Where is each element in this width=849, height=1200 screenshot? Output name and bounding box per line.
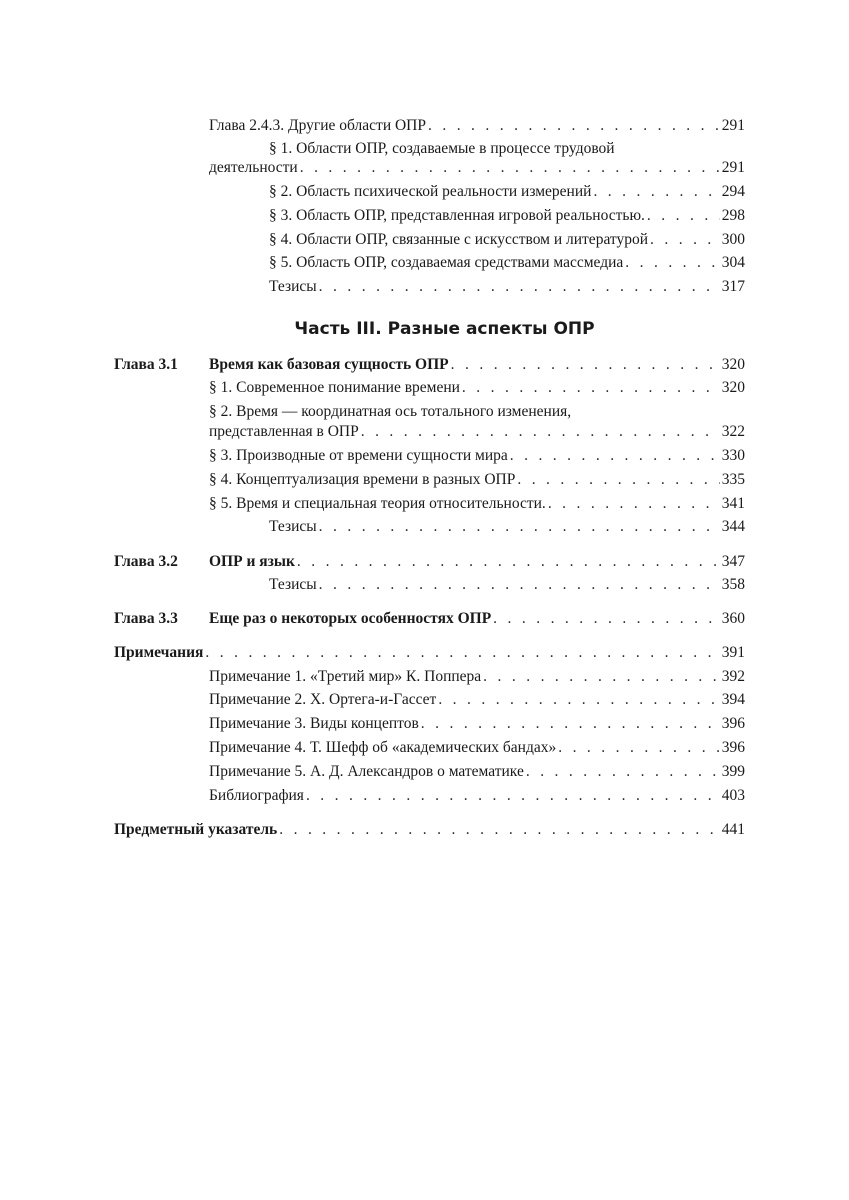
toc-entry-label: Глава 2.4.3. Другие области ОПР	[209, 117, 426, 134]
leader-dots	[517, 470, 719, 489]
chapter-number: Глава 3.2	[114, 553, 178, 570]
toc-page-number: 441	[721, 821, 745, 838]
toc-page-number: 294	[721, 183, 745, 200]
toc-entry-label: Примечание 3. Виды концептов	[209, 715, 419, 732]
toc-page-number: 341	[721, 495, 745, 512]
leader-dots	[306, 786, 720, 805]
toc-page-number: 344	[721, 518, 745, 535]
toc-entry-label: § 4. Концептуализация времени в разных ОПР	[209, 471, 516, 488]
toc-entry	[269, 206, 745, 225]
leader-dots	[647, 206, 720, 225]
toc-entry-label: Тезисы	[269, 518, 317, 535]
toc-index	[114, 820, 745, 839]
toc-entry	[209, 446, 745, 465]
toc-entry	[209, 762, 745, 781]
leader-dots	[493, 609, 720, 628]
toc-entry-label: Примечание 4. Т. Шефф об «академических бандах»	[209, 739, 557, 756]
chapter-number: Глава 3.3	[114, 610, 178, 627]
toc-page-number: 298	[721, 207, 745, 224]
toc-page-number: 317	[721, 278, 745, 295]
section-title: Примечания	[114, 644, 204, 661]
toc-page-number: 396	[721, 715, 745, 732]
toc-entry-label: § 4. Области ОПР, связанные с искусством и литературой	[269, 231, 649, 248]
toc-entry-label: § 3. Область ОПР, представленная игровой реальностью.	[269, 207, 645, 224]
toc-entry-label: § 3. Производные от времени сущности мира	[209, 447, 508, 464]
toc-page-number: 392	[721, 668, 745, 685]
toc-entry-theses	[269, 575, 745, 594]
toc-entry-label: Примечание 5. А. Д. Александров о математике	[209, 763, 524, 780]
toc-entry	[209, 158, 745, 177]
toc-page-number: 391	[721, 644, 745, 661]
toc-page-number: 291	[721, 159, 745, 176]
chapter-title: ОПР и язык	[209, 553, 295, 570]
toc-page-number: 330	[721, 447, 745, 464]
toc-page-number: 335	[721, 471, 745, 488]
leader-dots	[205, 643, 719, 662]
toc-entry	[209, 714, 745, 733]
toc-entry	[269, 230, 745, 249]
leader-dots	[319, 517, 720, 536]
leader-dots	[361, 422, 720, 441]
toc-entry	[209, 786, 745, 805]
toc-notes	[114, 643, 745, 662]
toc-entry	[209, 470, 745, 489]
toc-page-number: 396	[721, 739, 745, 756]
toc-chapter-3-2	[209, 552, 745, 571]
leader-dots	[526, 762, 720, 781]
leader-dots	[625, 253, 719, 272]
toc-entry	[209, 422, 745, 441]
leader-dots	[548, 494, 720, 513]
leader-dots	[279, 820, 720, 839]
toc-page-number: 360	[721, 610, 745, 627]
toc-entry	[209, 667, 745, 686]
toc-entry-label: представленная в ОПР	[209, 423, 359, 440]
toc-entry	[209, 738, 745, 757]
leader-dots	[421, 714, 720, 733]
leader-dots	[510, 446, 720, 465]
toc-entry-label: Примечание 2. Х. Ортега-и-Гассет	[209, 691, 437, 708]
toc-entry-label: § 2. Область психической реальности измерений	[269, 183, 592, 200]
toc-entry-label-line1: § 1. Области ОПР, создаваемые в процессе трудовой	[269, 140, 615, 157]
toc-entry-label-line1: § 2. Время — координатная ось тотального изменения,	[209, 403, 572, 420]
leader-dots	[297, 552, 720, 571]
toc-entry-label: Тезисы	[269, 278, 317, 295]
toc-entry-2-4-3	[209, 116, 745, 135]
toc-entry	[269, 253, 745, 272]
toc-page-number: 300	[721, 231, 745, 248]
leader-dots	[319, 277, 720, 296]
toc-page-number: 320	[721, 379, 745, 396]
leader-dots	[300, 158, 720, 177]
toc-entry	[209, 494, 745, 513]
toc-entry	[209, 378, 745, 397]
chapter-number: Глава 3.1	[114, 356, 178, 373]
toc-entry	[269, 182, 745, 201]
toc-entry-label: Библиография	[209, 787, 304, 804]
toc-page-number: 322	[721, 423, 745, 440]
chapter-title: Еще раз о некоторых особенностях ОПР	[209, 610, 492, 627]
leader-dots	[593, 182, 719, 201]
part-title: Часть III. Разные аспекты ОПР	[294, 319, 595, 339]
toc-page-number: 358	[721, 576, 745, 593]
leader-dots	[650, 230, 720, 249]
toc-entry-label: Тезисы	[269, 576, 317, 593]
section-title: Предметный указатель	[114, 821, 278, 838]
toc-entry-theses	[269, 277, 745, 296]
toc-page-number: 394	[721, 691, 745, 708]
toc-entry-label: § 5. Время и специальная теория относительности.	[209, 495, 546, 512]
chapter-title: Время как базовая сущность ОПР	[209, 356, 449, 373]
leader-dots	[428, 116, 720, 135]
leader-dots	[319, 575, 720, 594]
toc-page-number: 304	[721, 254, 745, 271]
toc-page-number: 399	[721, 763, 745, 780]
leader-dots	[462, 378, 720, 397]
toc-page-number: 291	[721, 117, 745, 134]
toc-page-number: 403	[721, 787, 745, 804]
toc-entry-label: § 5. Область ОПР, создаваемая средствами массмедиа	[269, 254, 624, 271]
toc-page-number: 320	[721, 356, 745, 373]
toc-entry-label: § 1. Современное понимание времени	[209, 379, 460, 396]
toc-entry-theses	[269, 517, 745, 536]
toc-entry-label: Примечание 1. «Третий мир» К. Поппера	[209, 668, 482, 685]
leader-dots	[438, 690, 719, 709]
toc-chapter-3-3	[209, 609, 745, 628]
leader-dots	[483, 667, 720, 686]
leader-dots	[558, 738, 720, 757]
toc-entry	[209, 690, 745, 709]
toc-chapter-3-1	[209, 355, 745, 374]
toc-page-number: 347	[721, 553, 745, 570]
leader-dots	[451, 355, 720, 374]
toc-entry-label: деятельности	[209, 159, 298, 176]
